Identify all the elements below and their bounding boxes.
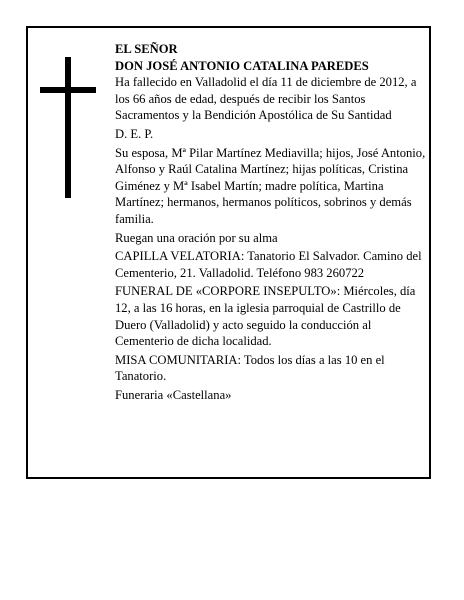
funeral-home: Funeraria «Castellana» <box>115 387 232 402</box>
chapel-info: CAPILLA VELATORIA: Tanatorio El Salvador. Camino del Cementerio, 21. Valladolid. Teléfono 983 260722 <box>115 249 422 280</box>
death-statement: Ha fallecido en Valladolid el día 11 de diciembre de 2012, a los 66 años de edad, después de recibir los Santos Sacramentos y la Bendición Apostólica de Su Santidad <box>115 75 417 123</box>
funeral-info: FUNERAL DE «CORPORE INSEPULTO»: Miércoles, día 12, a las 16 horas, en la iglesia parroquial de Castrillo de Duero (Valladolid) y acto seguido la conducción al Cementerio de dicha localidad. <box>115 284 416 349</box>
heading-title: EL SEÑOR <box>115 42 178 56</box>
deceased-name: DON JOSÉ ANTONIO CATALINA PAREDES <box>115 58 369 73</box>
cross-horizontal-bar <box>40 87 96 93</box>
family-list: Su esposa, Mª Pilar Martínez Mediavilla; hijos, José Antonio, Alfonso y Raúl Catalina Martínez; hijas políticas, Cristina Giménez y Mª Isabel Martín; madre política, Martina Martínez; hermanos, hermanos políticos, sobrinos y demás familia. <box>115 145 426 226</box>
rip-abbreviation: D. E. P. <box>115 126 154 141</box>
cross-icon <box>40 57 96 198</box>
notice-text <box>115 41 427 405</box>
obituary-notice <box>26 26 431 479</box>
mass-info: MISA COMUNITARIA: Todos los días a las 10 en el Tanatorio. <box>115 352 385 384</box>
cross-vertical-bar <box>65 57 71 198</box>
prayer-request: Ruegan una oración por su alma <box>115 230 278 245</box>
